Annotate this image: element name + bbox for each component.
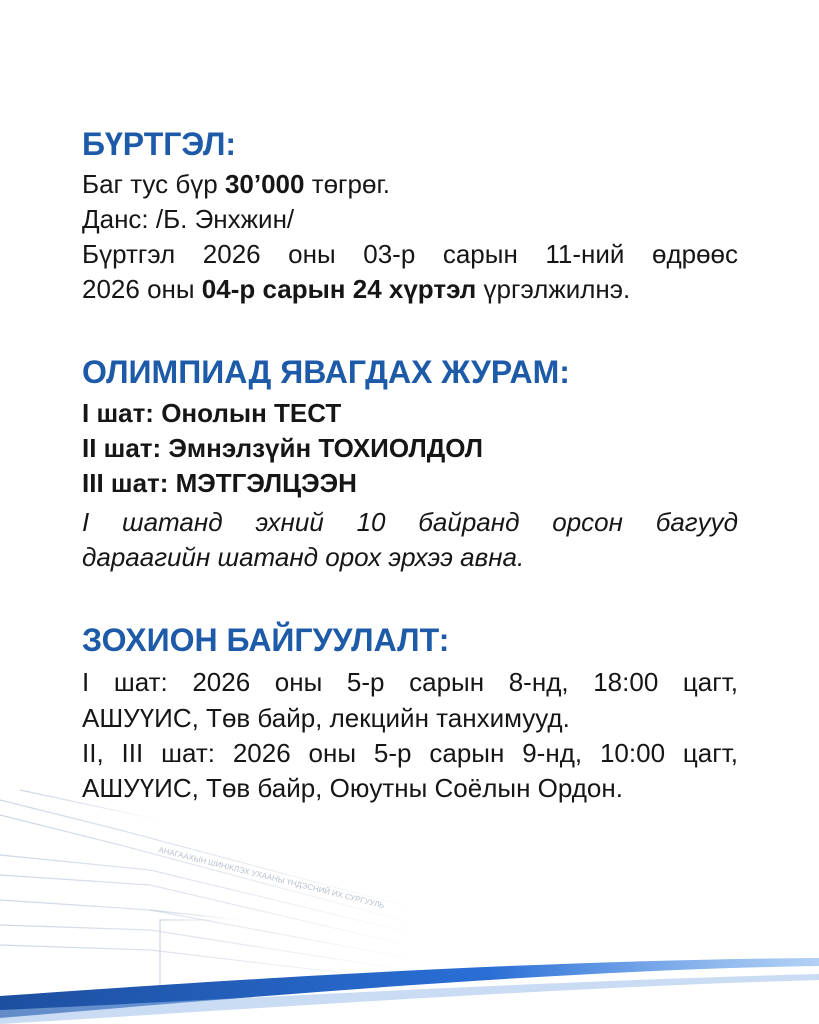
building-sign-text: АНАГААХЫН ШИНЖЛЭХ УХААНЫ ҮНДЭСНИЙ ИХ СУРГУУЛЬ: [157, 845, 386, 911]
procedure-stage-3: III шат: МЭТГЭЛЦЭЭН: [82, 468, 357, 498]
organization-stage1-line1: I шат: 2026 оны 5-р сарын 8-нд, 18:00 цагт,: [82, 667, 738, 697]
building-sketch-decoration: [0, 760, 819, 1024]
organization-stage23-line2: АШУҮИС, Төв байр, Оюутны Соёлын Ордон.: [82, 773, 623, 803]
period-suffix: үргэлжилнэ.: [476, 274, 631, 304]
procedure-note-line1: I шатанд эхний 10 байранд орсон багууд: [82, 507, 738, 537]
registration-period-line1: Бүртгэл 2026 оны 03-р сарын 11-ний өдрөөс: [82, 239, 738, 269]
procedure-stage-2: II шат: Эмнэлзүйн ТОХИОЛДОЛ: [82, 433, 484, 463]
registration-account: Данс: /Б. Энхжин/: [82, 204, 295, 234]
period-prefix: 2026 оны: [82, 274, 202, 304]
fee-prefix: Баг тус бүр: [82, 169, 225, 199]
fee-suffix: төгрөг.: [304, 169, 390, 199]
registration-fee: [82, 167, 738, 201]
organization-stage1-line2: АШУҮИС, Төв байр, лекцийн танхимууд.: [82, 703, 570, 733]
procedure-note-line2: дараагийн шатанд орох эрхээ авна.: [82, 542, 525, 572]
fee-amount: 30’000: [224, 169, 305, 199]
organization-stage23-line1: II, III шат: 2026 оны 5-р сарын 9-нд, 10:00 цагт,: [82, 738, 738, 768]
registration-heading: БҮРТГЭЛ:: [82, 126, 237, 162]
registration-period-line2: [82, 272, 738, 306]
organization-heading: ЗОХИОН БАЙГУУЛАЛТ:: [82, 622, 450, 658]
procedure-stage-1: I шат: Онолын ТЕСТ: [82, 398, 342, 428]
period-deadline: 04-р сарын 24 хүртэл: [201, 274, 477, 304]
procedure-heading: ОЛИМПИАД ЯВАГДАХ ЖУРАМ:: [82, 354, 570, 390]
